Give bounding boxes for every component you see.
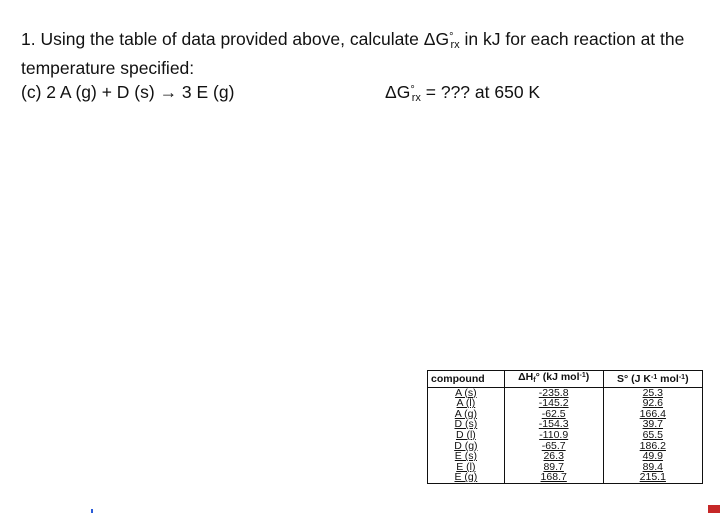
cell-s: 186.2: [603, 441, 702, 452]
cell-s: 92.6: [603, 398, 702, 409]
cell-dhf: -235.8: [504, 387, 603, 398]
cell-dhf: -145.2: [504, 398, 603, 409]
cell-s: 89.4: [603, 462, 702, 473]
cell-compound: A (s): [428, 387, 505, 398]
delta-g-expression: $\Delta G^\circ_{rx}$ = ??? at 650 K: [385, 82, 541, 104]
table-row: [428, 472, 703, 483]
cell-compound: E (l): [428, 462, 505, 473]
cell-dhf: -110.9: [504, 430, 603, 441]
compound-header: compound: [428, 371, 505, 388]
cell-compound: A (l): [428, 398, 505, 409]
cell-dhf: -65.7: [504, 441, 603, 452]
cell-dhf: 89.7: [504, 462, 603, 473]
cell-dhf: -154.3: [504, 419, 603, 430]
cell-compound: E (s): [428, 451, 505, 462]
red-edge-mark: [708, 505, 720, 513]
delta-hf-header: $\Delta H_f^\circ$ (kJ mol$^{-1}$): [504, 371, 603, 388]
thermo-data-table: [427, 370, 703, 484]
reaction-equation: (c) 2 A (g) + D (s) → 3 E (g): [21, 82, 235, 102]
cell-s: 49.9: [603, 451, 702, 462]
cell-compound: D (s): [428, 419, 505, 430]
blue-edge-mark: [91, 509, 93, 513]
cell-s: 65.5: [603, 430, 702, 441]
table-row: [428, 430, 703, 441]
cell-s: 25.3: [603, 387, 702, 398]
table-header-row: [428, 371, 703, 388]
question-text: 1. Using the table of data provided above, calculate $\Delta G^\circ_{rx}$ in kJ for each reaction at the temperature specified:: [21, 29, 685, 78]
entropy-header: S° (J $K^{-1}$ mol$^{-1}$): [603, 371, 702, 388]
cell-dhf: -62.5: [504, 409, 603, 420]
cell-dhf: 26.3: [504, 451, 603, 462]
cell-compound: A (g): [428, 409, 505, 420]
cell-compound: D (l): [428, 430, 505, 441]
cell-s: 166.4: [603, 409, 702, 420]
cell-s: 39.7: [603, 419, 702, 430]
cell-s: 215.1: [603, 472, 702, 483]
cell-compound: E (g): [428, 472, 505, 483]
cell-compound: D (g): [428, 441, 505, 452]
cell-dhf: 168.7: [504, 472, 603, 483]
